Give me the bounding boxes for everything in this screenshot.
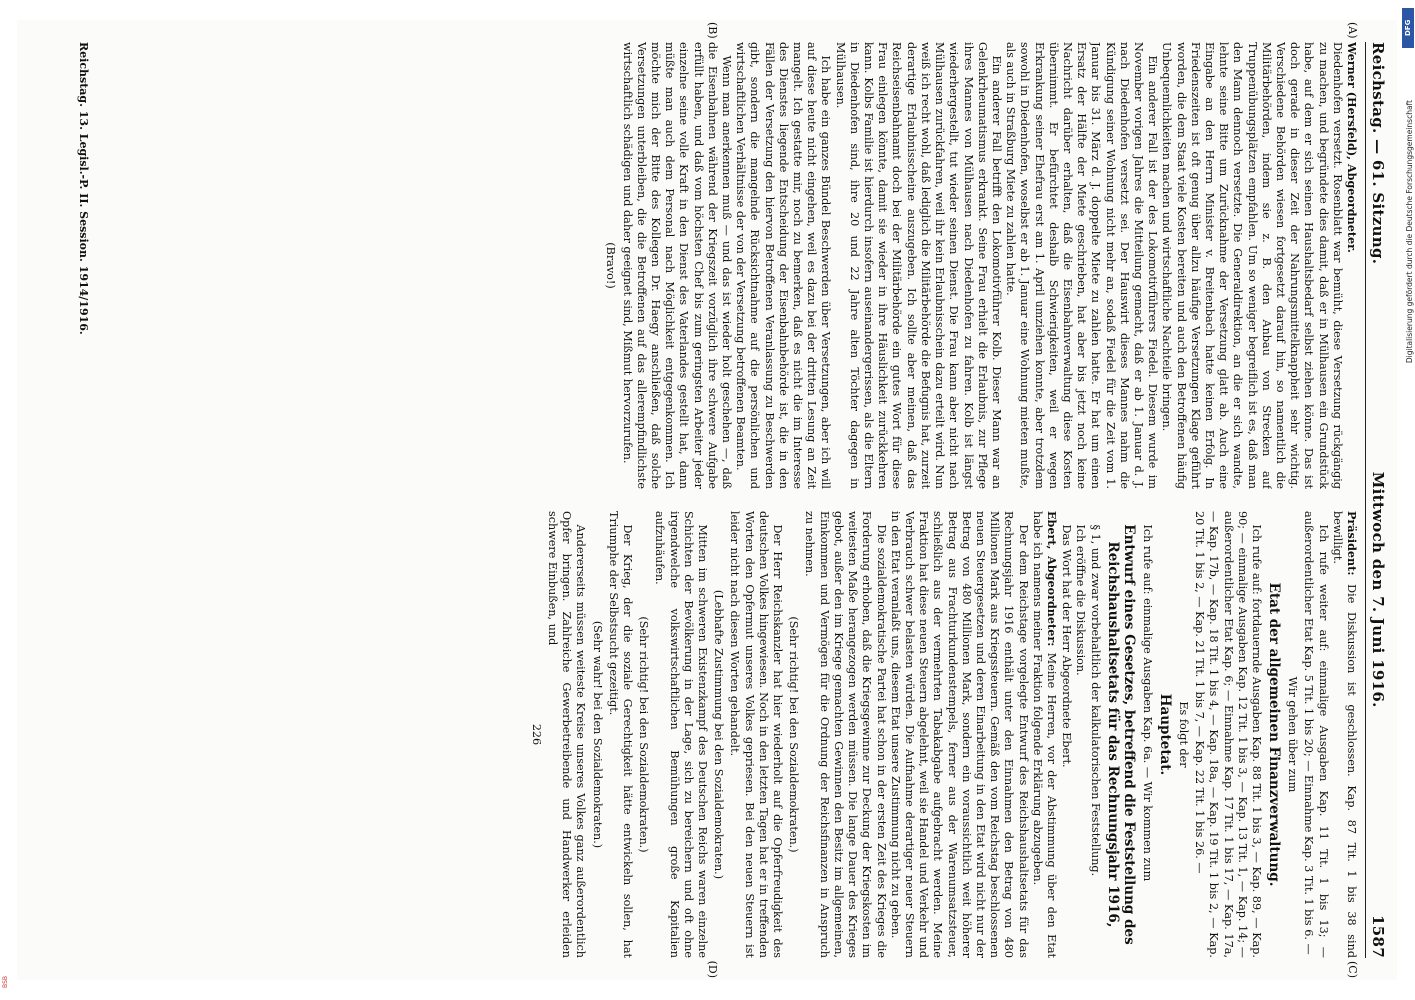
text-columns xyxy=(94,22,1359,978)
rotated-page xyxy=(17,20,1397,980)
left-column xyxy=(94,42,1359,489)
paragraph: Ein anderer Fall ist der des Lokomotivführers Fiedel. Diesem wurde im November vorigen Jahres die Mitteilung gemacht, daß er ab 1. Januar d. J. nach Diedenhofen versetzt sei. Der Hauswirt dieses Mannes nahm die Kündigung seiner Wohnung nicht mehr an, sodaß Fiedel für die Zeit vom 1. Januar bis 31. März d. J. doppelte Miete zu zahlen hatte. Er hat um einen Ersatz der Hälfte der Miete geschrieben, hat aber bis jetzt noch keine Nachricht darüber erhalten, daß die Eisenbahnverwaltung diese Kosten übernimmt. Er befürchtet deshalb Schwierigkeiten, weil er wegen Erkrankung seiner Ehefrau erst am 1. April umziehen konnte, aber trotzdem sowohl in Diedenhofen, woselbst er ab 1. Januar eine Wohnung mieten mußte, als auch in Straßburg Miete zu zahlen hatte. xyxy=(1004,42,1160,489)
interjection: (Lebhafte Zustimmung bei den Sozialdemokraten.) xyxy=(712,589,726,880)
speaker-line: Werner (Hersfeld), Abgeordneter. xyxy=(1345,42,1359,253)
paragraph: Diedenhofen versetzt. Rosenblatt war bemüht, diese Versetzung rückgängig zu machen, und begründete dies damit, daß er in Mülhausen ein Grundstück habe, auf dem er sich seinen Haushaltsbedarf selbst ziehen könne. Das ist doch gerade in dieser Zeit der Nahrungsmittelknappheit sehr wichtig. Verschiedene Behörden wiesen fortgesetzt darauf hin, so namentlich die Militärbehörden, indem sie z. B. den Anbau von Strecken auf Truppenübungsplätzen empfahlen. Um so weniger begreiflich ist es, daß man den Mann dennoch versetzte. Die Generaldirektion, an die er sich wandte, lehnte seine Bitte um Zurücknahme der Versetzung glatt ab. Auch eine Eingabe an den Herrn Minister v. Breitenbach hatte keinen Erfolg. In Friedenszeiten ist oft genug über allzu häufige Versetzungen Klage geführt worden, die dem Staat viele Kosten bereiten und auch den Betroffenen häufig Unbequemlichkeiten machen und wirtschaftliche Nachteile bringen. xyxy=(1160,42,1344,489)
interjection: (Sehr richtig! bei den Sozialdemokraten.) xyxy=(787,616,801,853)
margin-mark-a: (A) xyxy=(1346,22,1359,39)
paragraph: Die sozialdemokratische Partei hat schon in der ersten Zeit des Krieges die Forderung erhoben, daß die Kriegsgewinne zur Deckung der Kriegskosten im weitesten Maße herangezogen werden müssen. Die lange Dauer des Krieges gebot, außer den im Kriege gemachten Gewinnen den Besitz im allgemeinen, Einkommen und Vermögen für die Ordnung der Reichsfinanzen in Anspruch zu nehmen. xyxy=(803,511,888,958)
paragraph: Der dem Reichstage vorgelegte Entwurf des Reichshaushaltsetats für das Rechnungsjahr 1916 enthält unter den Einnahmen den Betrag von 480 Millionen Mark aus Kriegssteuern. Gemäß den vom Reichstag beschlossenen neuen Steuergesetzen und deren Einarbeitung in den Etat wird nicht nur der Betrag von 480 Millionen Mark, sondern ein voraussichtlich weit höherer Betrag aus Frachturkundenstempels, ferner aus der Warenumsatzsteuer, schließlich aus der vermehrten Tabakabgabe aufgebracht werden. Meine Fraktion hat diese neuen Steuern abgelehnt, weil sie Handel und Verkehr und Verbrauch schwer belasten würden. Die Aufnahme derartiger neuer Steuern in den Etat veranlaßt uns, diesem Etat unsere Zustimmung nicht zu geben. xyxy=(888,511,1030,958)
section-heading: Entwurf eines Gesetzes, betreffend die Feststellung des Reichshaushaltsetats für das Rechnungsjahr 1916, xyxy=(1104,524,1137,945)
paragraph: Ich habe ein ganzes Bündel Beschwerden über Versetzungen, aber ich will auf diese heute nicht eingehen, weil es dazu bei der dritten Lesung an Zeit mangelt. Ich gestatte mir, noch zu bemerken, daß es nicht die im Interesse des Dienstes liegende Entscheidung der Eisenbahnbehörde ist, die in den Fällen der Versetzung den hiervon Betroffenen Veranlassung zu Beschwerden gibt, sondern die mangelnde Rücksichtnahme auf die persönlichen und wirtschaftlichen Verhältnisse der von der Versetzung betroffenen Beamten. xyxy=(734,42,833,489)
president-label: Präsident: xyxy=(1345,511,1359,576)
president-paragraph: Präsident: Die Diskussion ist geschlossen. Kap. 87 Tit. 1 bis 38 sind bewilligt. xyxy=(1330,511,1359,958)
margin-mark-c: (C) xyxy=(1346,961,1359,978)
signature-mark: 226 xyxy=(529,723,543,746)
paragraph: Ich eröffne die Diskussion. xyxy=(1074,524,1088,676)
paragraph: Ein anderer Fall betrifft den Lokomotivführer Kolb. Dieser Mann war an Gelenkrheumatismus erkrankt. Seine Frau erhielt die Erlaubnis, zur Pflege ihres Mannes von Mülhausen nach Diedenhofen zu fahren. Kolb ist längst wiederhergestellt, tut wieder seinen Dienst. Die Frau kann aber nicht nach Mülhausen zurückfahren, weil ihr kein Erlaubnisschein dazu erteilt wird. Nun weiß ich recht wohl, daß lediglich die Militärbehörde die Befugnis hat, zurzeit derartige Erlaubnisscheine auszugeben. Ich sollte aber meinen, daß das Reichseisenbahnamt doch bei der Militärbehörde ein gutes Wort für diese Frau einlegen könnte, damit sie wieder in ihre Häuslichkeit zurückkehren kann. Kolbs Familie ist hierdurch insofern auseinandergerissen, als die Eltern in Diedenhofen sind, ihre 20 und 22 Jahre alten Töchter dagegen in Mülhausen. xyxy=(833,42,1003,489)
page-header xyxy=(1365,42,1387,958)
paragraph: Der Krieg, der die soziale Gerechtigkeit hätte entwickeln sollen, hat Triumphe der Selbstsucht gezeitigt. xyxy=(606,511,635,958)
paragraph: Ich rufe auf: fortdauernde Ausgaben Kap. 88 Tit. 1 bis 3, — Kap. 89, — Kap. 90; — einmalige Ausgaben Kap. 12 Tit. 1 bis 3, — Kap. 13 Tit. 1, — Kap. 14; — außerordentlicher Etat Kap. 6; — Einnahme Kap. 17 Tit. 1 bis 17, — Kap. 17a, — Kap. 17b, — Kap. 18 Tit. 1 bis 4, — Kap. 18a, — Kap. 19 Tit. 1 bis 2, — Kap. 20 Tit. 1 bis 2, — Kap. 21 Tit. 1 bis 7, — Kap. 22 Tit. 1 bis 26. — xyxy=(1193,511,1263,958)
paragraph: Es folgt der xyxy=(1176,701,1190,768)
paragraph: Wir gehen über zum xyxy=(1286,676,1300,793)
applause: (Bravo!) xyxy=(604,242,618,289)
paragraph: Der Herr Reichskanzler hat hier wiederholt auf die Opferfreudigkeit des deutschen Volkes hingewiesen. Noch in den letzten Tagen hat er in treffenden Worten den Opfermut unseres Volkes gepriesen. Bei den neuen Steuern ist leider nicht nach diesen Worten gehandelt. xyxy=(728,511,785,958)
paragraph: Andererseits müssen weiteste Kreise unseres Volkes ganz außerordentlich Opfer bringen. Zahlreiche Gewerbetreibende und Handwerker erleiden schwere Einbußen, und xyxy=(546,511,588,958)
paragraph: Das Wort hat der Herr Abgeordnete Ebert. xyxy=(1060,524,1074,768)
page-number: 1587 xyxy=(1369,915,1387,958)
ebert-paragraph: Ebert, Abgeordneter: Meine Herren, vor der Abstimmung über den Etat habe ich namens meiner Fraktion folgende Erklärung abzugeben. xyxy=(1030,511,1059,958)
header-date: Mittwoch den 7. Juni 1916. xyxy=(1369,471,1387,708)
margin-mark-d: (D) xyxy=(706,960,719,978)
dfg-logo-icon: DFG xyxy=(1402,8,1414,48)
right-column xyxy=(94,511,1359,958)
header-left: Reichstag. — 61. Sitzung. xyxy=(1369,42,1387,265)
ebert-label: Ebert, Abgeordneter: xyxy=(1044,511,1059,647)
interjection: (Sehr wahr! bei den Sozialdemokraten.) xyxy=(590,620,604,849)
section-heading: Etat der allgemeinen Finanzverwaltung. xyxy=(1265,582,1282,887)
section-heading: Hauptetat. xyxy=(1156,693,1173,776)
interjection: (Sehr richtig! bei den Sozialdemokraten.) xyxy=(637,616,651,853)
bsb-mark: BSB xyxy=(2,976,9,988)
paragraph: Ich rufe weiter auf: einmalige Ausgaben Kap. 11 Tit. 1 bis 13; — außerordentlicher Etat Kap. 5 Tit. 1 bis 20; — Einnahme Kap. 3 Tit. 1 bis 6. — xyxy=(1302,511,1330,958)
digitization-credit: Digitalisierung gefördert durch die Deutsche Forschungsgemeinschaft xyxy=(1405,100,1414,364)
paragraph: Ich rufe auf: einmalige Ausgaben Kap. 6a. — Wir kommen zum xyxy=(1140,524,1154,882)
paragraph: § 1, und zwar vorbehaltlich der kalkulatorischen Feststellung. xyxy=(1088,524,1102,877)
paragraph: Wenn man anerkennen muß — und das ist wieder holt geschehen —, daß die Eisenbahnen während der Kriegszeit vorzüglich ihre schwere Aufgabe erfüllt haben, und daß vom höchsten Chef bis zum geringsten Arbeiter jeder einzelne seine volle Kraft in den Dienst des Vaterlandes gestellt hat, dann müßte man auch dem Personal nach Möglichkeit entgegenkommen. Ich möchte mich der Bitte des Kollegen Dr. Haegy anschließen, daß solche Versetzungen unterbleiben, die die Betroffenen auf das allerempfindlichste wirtschaftlich schädigen und daher geeignet sind, Mißmut hervorzurufen. xyxy=(620,42,734,489)
margin-mark-b: (B) xyxy=(706,22,719,39)
paragraph: Mitten im schweren Existenzkampf des Deutschen Reichs waren einzelne Schichten der Bevölkerung in der Lage, sich zu bereichern und oft ohne irgendwelche volkswirtschaftlichen Bemühungen große Kapitalien aufzuhäufen. xyxy=(653,511,710,958)
page-footer xyxy=(77,42,90,958)
footer-left: Reichstag. 13. Legisl.-P. II. Session. 1914/1916. xyxy=(77,42,90,335)
